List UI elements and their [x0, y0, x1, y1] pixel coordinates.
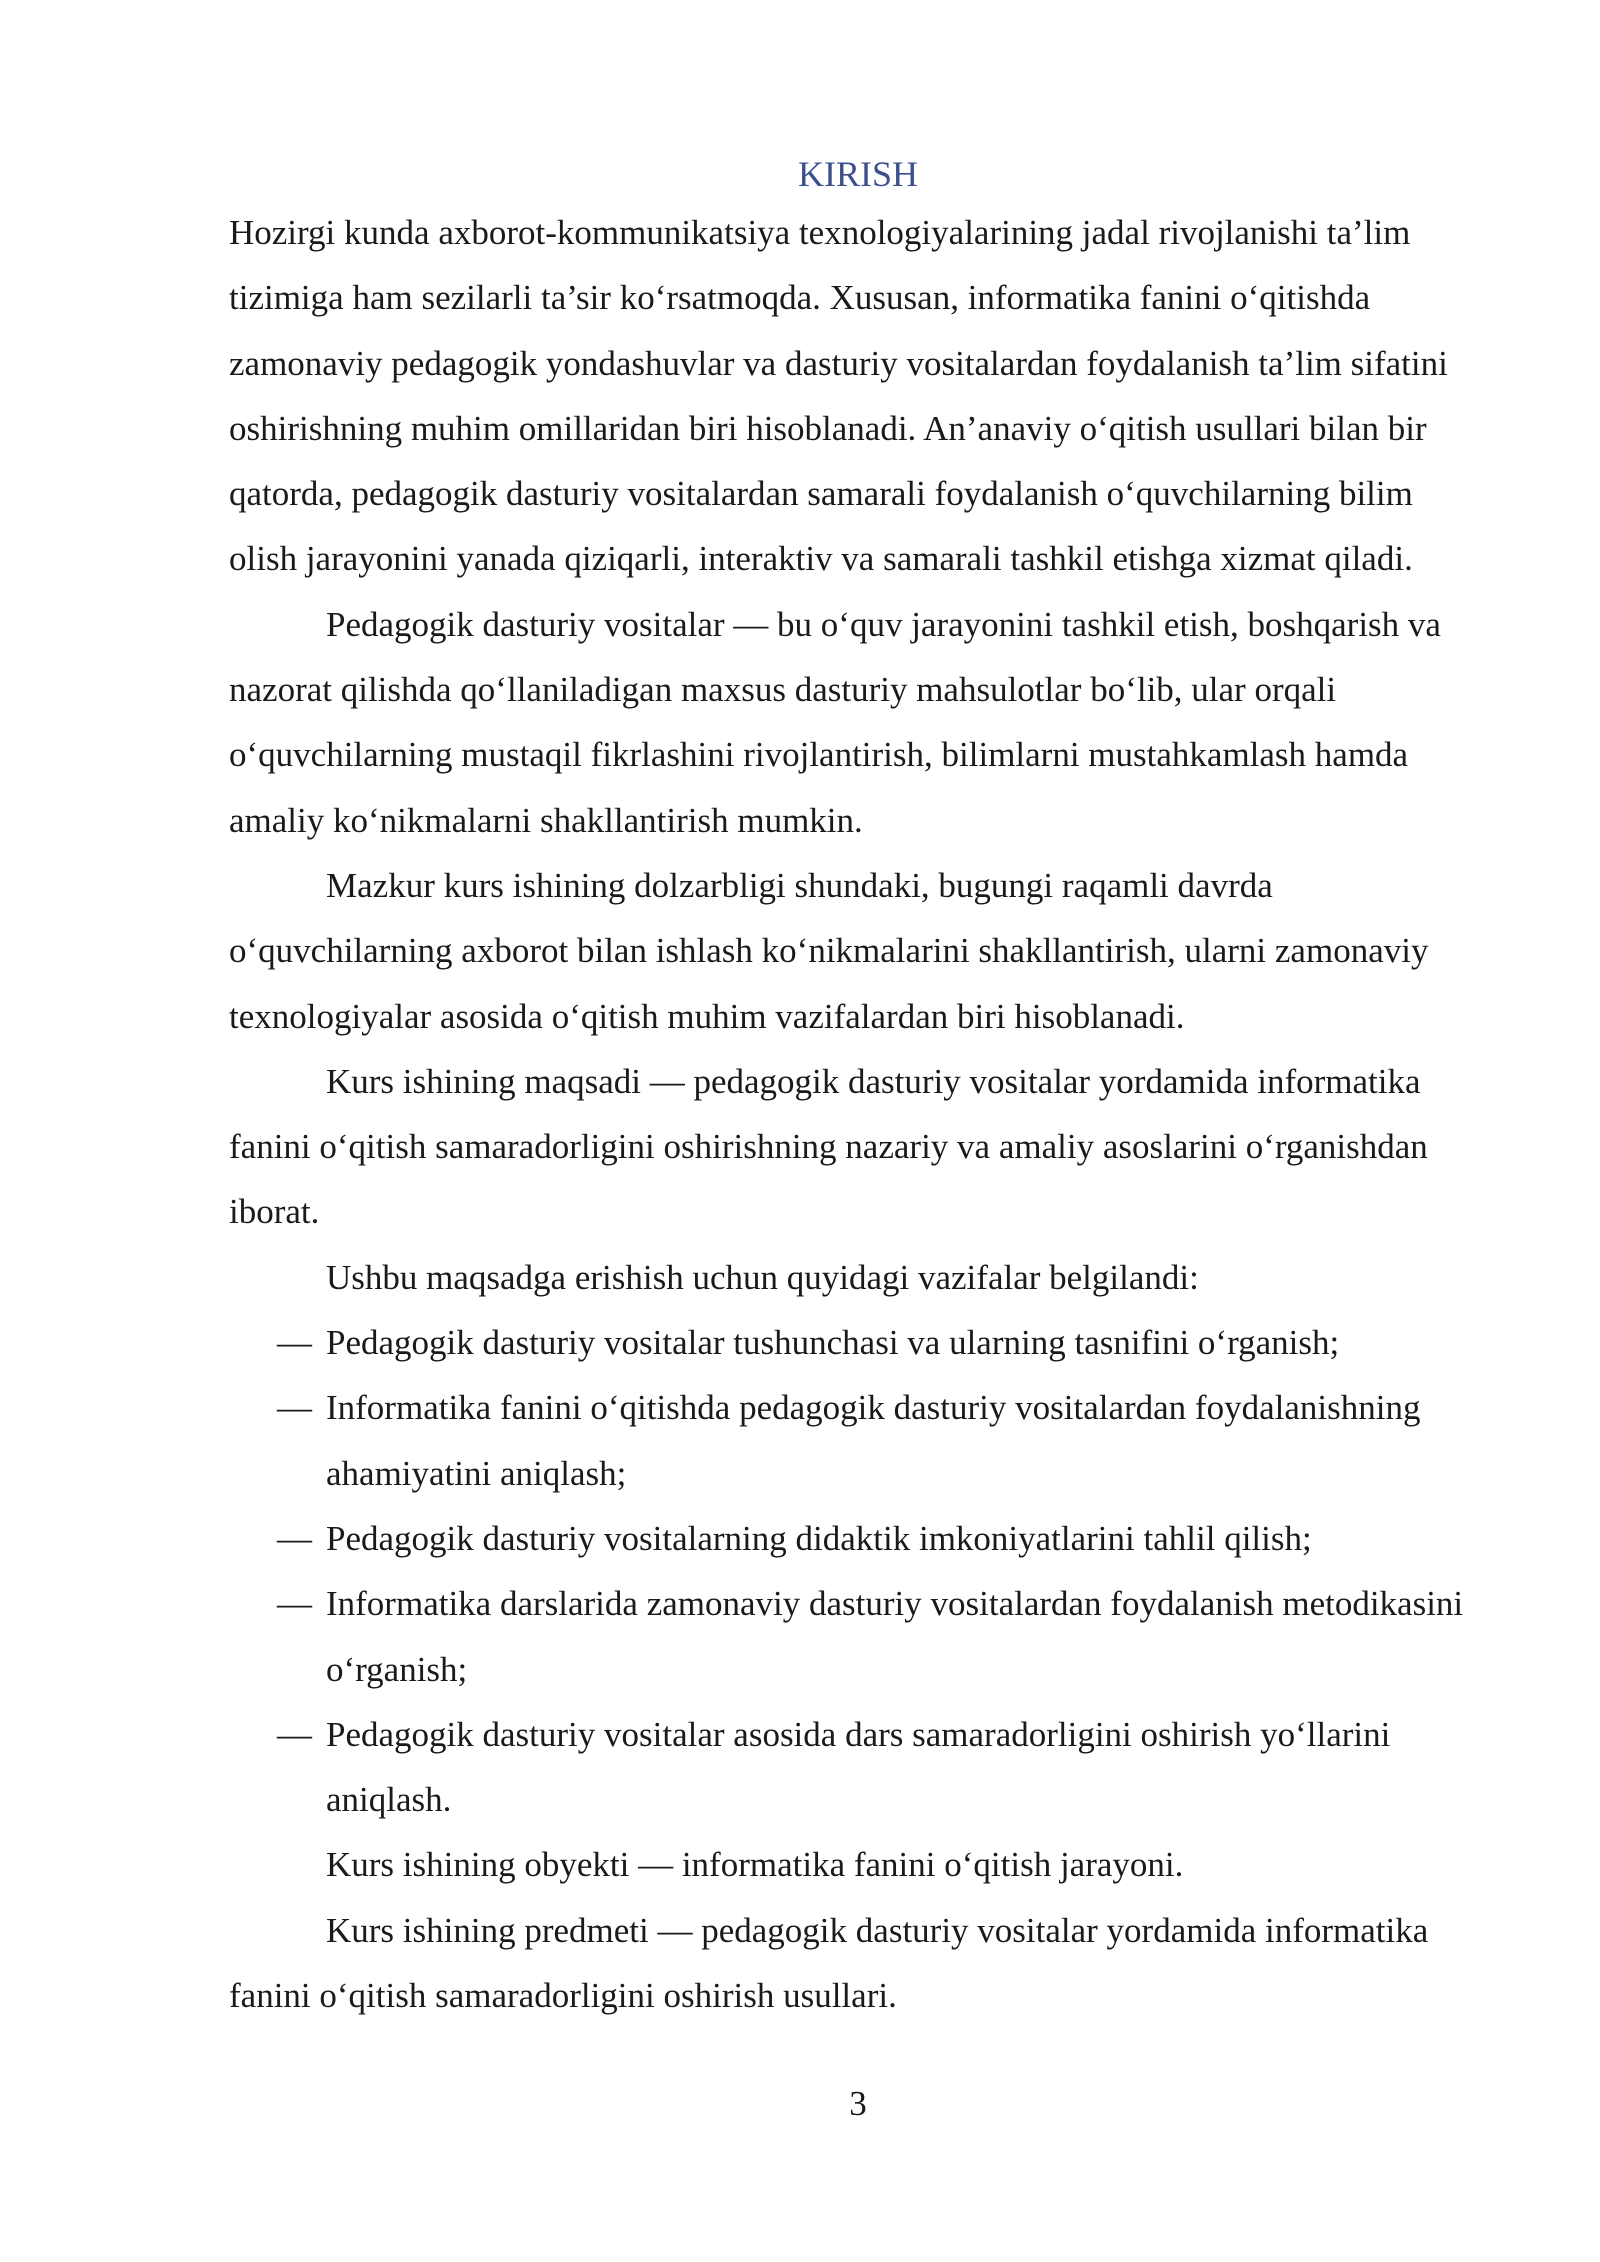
list-item-text: Informatika fanini o‘qitishda pedagogik dasturiy vositalardan foydalanishning ahamiyatini aniqlash; [326, 1388, 1421, 1493]
list-item [229, 1310, 1479, 1375]
list-dash: — [277, 1584, 312, 1624]
list-dash: — [277, 1518, 312, 1558]
list-item [229, 1571, 1479, 1702]
list-item [229, 1702, 1479, 1833]
page-number: 3 [849, 2084, 867, 2123]
paragraph-intro: Hozirgi kunda axborot-kommunikatsiya texnologiyalarining jadal rivojlanishi ta’lim tizimiga ham sezilarli ta’sir ko‘rsatmoqda. Xususan, informatika fanini o‘qitishda zamonaviy pedagogik yondashuvlar va dasturiy vositalardan foydalanish ta’lim sifatini oshirishning muhim omillaridan biri hisoblanadi. An’anaviy o‘qitish usullari bilan bir qatorda, pedagogik dasturiy vositalardan samarali foydalanish o‘quvchilarning bilim olish jarayonini yanada qiziqarli, interaktiv va samarali tashkil etishga xizmat qiladi. [229, 213, 1448, 579]
paragraph-goal: Kurs ishining maqsadi — pedagogik dasturiy vositalar yordamida informatika fanini o‘qitish samaradorligini oshirishning nazariy va amaliy asoslarini o‘rganishdan iborat. [229, 1061, 1428, 1232]
list-dash: — [277, 1323, 312, 1363]
list-item [229, 1375, 1479, 1506]
tasks-list [229, 1310, 1479, 1832]
list-item [229, 1506, 1479, 1571]
list-item-text: Informatika darslarida zamonaviy dasturiy vositalardan foydalanish metodikasini o‘rganish; [326, 1584, 1464, 1689]
page-title: KIRISH [797, 154, 918, 194]
document-body [229, 200, 1479, 2028]
list-item-text: Pedagogik dasturiy vositalarning didaktik imkoniyatlarini tahlil qilish; [326, 1518, 1312, 1558]
list-dash: — [277, 1714, 312, 1754]
list-item-text: Pedagogik dasturiy vositalar asosida dars samaradorligini oshirish yo‘llarini aniqlash. [326, 1714, 1391, 1820]
paragraph-tasks-intro: Ushbu maqsadga erishish uchun quyidagi vazifalar belgilandi: [326, 1257, 1199, 1297]
paragraph-subject: Kurs ishining predmeti — pedagogik dasturiy vositalar yordamida informatika fanini o‘qitish samaradorligini oshirish usullari. [229, 1910, 1429, 2016]
list-item-text: Pedagogik dasturiy vositalar tushunchasi va ularning tasnifini o‘rganish; [326, 1323, 1340, 1363]
list-dash: — [277, 1388, 312, 1428]
paragraph-relevance: Mazkur kurs ishining dolzarbligi shundaki, bugungi raqamli davrda o‘quvchilarning axborot bilan ishlash ko‘nikmalarini shakllantirish, ularni zamonaviy texnologiyalar asosida o‘qitish muhim vazifalardan biri hisoblanadi. [229, 865, 1429, 1036]
paragraph-definition: Pedagogik dasturiy vositalar — bu o‘quv jarayonini tashkil etish, boshqarish va nazorat qilishda qo‘llaniladigan maxsus dasturiy mahsulotlar bo‘lib, ular orqali o‘quvchilarning mustaqil fikrlashini rivojlantirish, bilimlarni mustahkamlash hamda amaliy ko‘nikmalarni shakllantirish mumkin. [229, 604, 1441, 840]
paragraph-object: Kurs ishining obyekti — informatika fanini o‘qitish jarayoni. [326, 1845, 1184, 1885]
